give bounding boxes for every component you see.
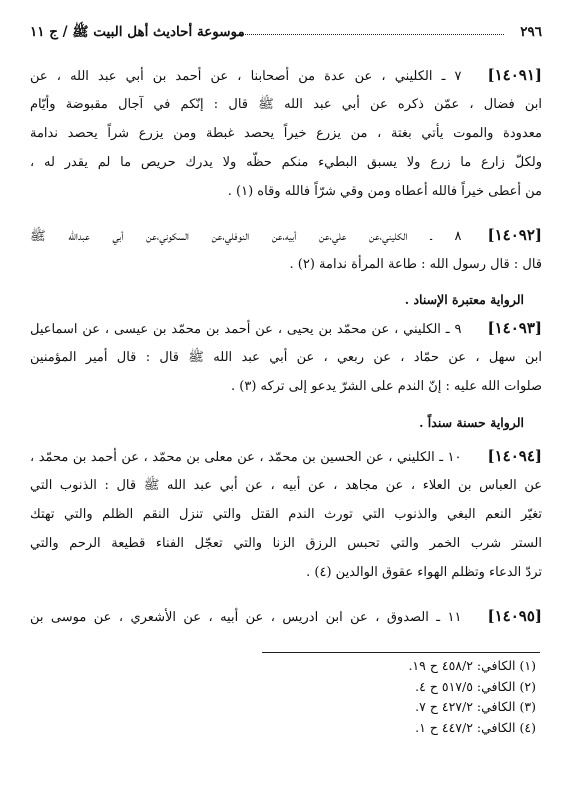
hadith-entry xyxy=(30,602,542,631)
entry-line: ولكلّ زارع ما زرع ولا يسبق البطيء منكم حظّه ولا يدرك حريص ما لم يقدر له ، xyxy=(30,155,542,170)
hadith-entry xyxy=(30,61,542,206)
entry-line: ابن سهل ، عن حمّاد ، عن ربعي ، عن أبي عبد الله ﷺ قال : قال أمير المؤمنين xyxy=(30,350,542,365)
entry-number: [١٤٠٩١] xyxy=(487,66,542,84)
entry-line: ابن فضال ، عمّن ذكره عن أبي عبد الله ﷺ قال : إنّكم في آجال مقبوضة وأيّام xyxy=(30,97,542,112)
header-dotted-leader xyxy=(240,34,504,35)
entry-line: [١٤٠٩٢]٨ ـ الكليني،عن علي،عن أبيه،عن النوفلي،عن السكوني،عن أبي عبدالله ﷺ xyxy=(30,221,542,250)
entry-number: [١٤٠٩٢] xyxy=(487,226,542,244)
entry-line: [١٤٠٩٥]١١ ـ الصدوق ، عن ابن ادريس ، عن أبيه ، عن الأشعري ، عن موسى بن xyxy=(30,602,542,631)
entry-line: تغيّر النعم البغي والذنوب التي تورث الندم القتل والتي تنزل النقم الظلم والتي تهتك xyxy=(30,507,542,522)
chain-grading-note: الرواية معتبرة الإسناد . xyxy=(404,292,524,307)
footnote: (١) الكافي: ٤٥٨/٢ ح ١٩. xyxy=(408,658,536,673)
entry-line: من أعطى خيراً فالله أعطاه ومن وقي شرّاً فالله وقاه (١) . xyxy=(227,184,542,199)
entry-number: [١٤٠٩٤] xyxy=(487,447,542,465)
entry-number: [١٤٠٩٥] xyxy=(487,607,542,625)
hadith-entry xyxy=(30,221,542,279)
entry-line: عن العباس بن العلاء ، عن مجاهد ، عن أبيه ، عن أبي عبد الله ﷺ قال : الذنوب التي xyxy=(30,478,542,493)
running-header xyxy=(30,20,542,44)
chain-grading-note: الرواية حسنة سنداً . xyxy=(419,415,524,430)
hadith-entry xyxy=(30,314,542,401)
footnote: (٣) الكافي: ٤٢٧/٢ ح ٧. xyxy=(415,699,536,714)
footnote: (٢) الكافي: ٥١٧/٥ ح ٤. xyxy=(415,678,536,694)
footnotes xyxy=(408,656,536,738)
entry-line: [١٤٠٩٤]١٠ ـ الكليني ، عن الحسين بن محمّد ، عن معلى بن محمّد ، عن أحمد بن محمّد ، xyxy=(30,442,542,471)
entry-line: صلوات الله عليه : إنّ الندم على الشرّ يدعو إلى تركه (٣) . xyxy=(231,379,542,394)
entry-line: الستر شرب الخمر والتي تحبس الرزق الزنا والتي تعجّل الفناء قطيعة الرحم والتي xyxy=(30,536,542,551)
entry-line: قال : قال رسول الله : طاعة المرأة ندامة (٢) . xyxy=(289,257,542,272)
footnote: (٤) الكافي: ٤٤٧/٢ ح ١. xyxy=(415,719,536,735)
entry-line: معدودة والموت يأتي بغتة ، من يزرع خيراً يحصد غبطة ومن يزرع شراً يحصد ندامة xyxy=(30,126,542,141)
footnote-divider xyxy=(262,652,540,653)
entry-line: [١٤٠٩١]٧ ـ الكليني ، عن عدة من أصحابنا ، عن أحمد بن أبي عبد الله ، عن xyxy=(30,61,542,90)
entry-line: [١٤٠٩٣]٩ ـ الكليني ، عن محمّد بن يحيى ، عن أحمد بن محمّد بن عيسى ، عن اسماعيل xyxy=(30,314,542,343)
hadith-entry xyxy=(30,442,542,587)
entry-line: تردّ الدعاء وتظلم الهواء عقوق الوالدين (٤) . xyxy=(306,565,542,580)
entry-number: [١٤٠٩٣] xyxy=(487,319,542,337)
header-title: موسوعة أحاديث أهل البيت ﷺ / ج ١١ xyxy=(30,24,245,40)
page-number: ٢٩٦ xyxy=(520,24,542,40)
